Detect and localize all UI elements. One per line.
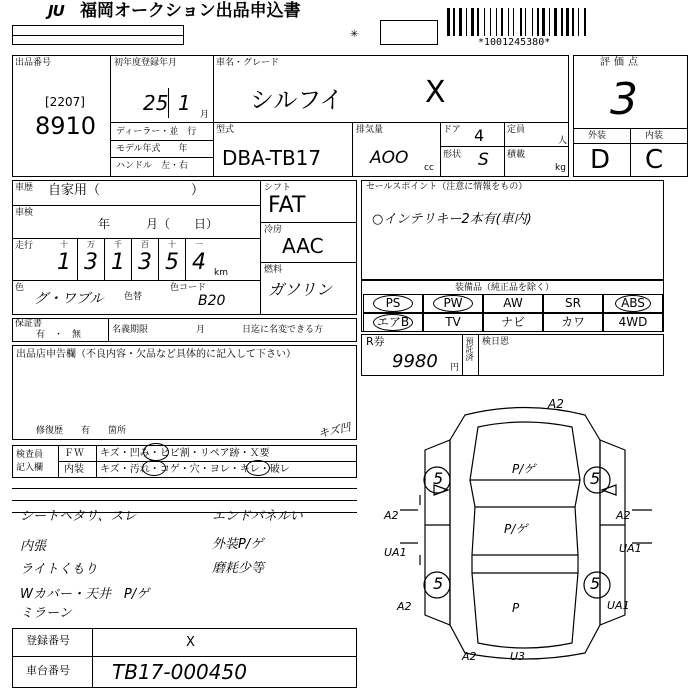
barcode-bar xyxy=(501,8,503,36)
lot-number: 8910 xyxy=(35,112,97,140)
doors-label: ドア xyxy=(443,125,461,135)
load-unit: kg xyxy=(555,163,566,173)
diagram-label: 5 xyxy=(590,574,601,593)
capacity-label: 定員 xyxy=(507,125,526,135)
diagram-label: 5 xyxy=(433,574,444,593)
registration-value: X xyxy=(186,635,195,650)
note-right-line: エンドパネルい xyxy=(212,509,303,524)
circle-mark xyxy=(246,460,270,476)
mileage-place-label: 十 xyxy=(168,240,176,249)
interior-items: キズ・汚れ・コゲ・穴・ヨレ・キレ・破レ xyxy=(100,464,290,475)
barcode-bar xyxy=(508,8,509,36)
recycle-note: 預託済 xyxy=(465,337,474,361)
barcode-bar xyxy=(496,8,497,36)
note-right-line: 外装P/ゲ xyxy=(212,537,264,552)
sales-point-label: セールスポイント（注意に情報をもの） xyxy=(366,182,528,192)
equipment-selected-circle xyxy=(373,314,413,331)
barcode-bar xyxy=(561,8,563,36)
right-mirror xyxy=(602,485,616,495)
equipment-item-pw: PW xyxy=(443,296,463,310)
name-deadline-month: 月 xyxy=(196,325,206,335)
equipment-item-sr: SR xyxy=(565,296,581,310)
mileage-place-label: 千 xyxy=(114,240,122,249)
ac-label: 冷房 xyxy=(264,225,283,235)
header-right-box xyxy=(380,20,438,45)
fuel-value: ガソリン xyxy=(268,280,333,299)
color-label: 色 xyxy=(15,283,25,293)
mileage-place-label: 十 xyxy=(60,240,68,249)
diagram-label: A2 xyxy=(397,600,412,613)
mileage-divider xyxy=(158,238,159,280)
car-name-value: シルフイ xyxy=(250,86,344,114)
barcode-bar xyxy=(572,8,574,36)
mileage-divider xyxy=(77,238,78,280)
barcode-bar xyxy=(549,8,550,36)
inspection-label: 車検 xyxy=(15,208,34,218)
mileage-divider xyxy=(104,238,105,280)
shift-label: シフト xyxy=(264,183,292,193)
recycle-label: R券 xyxy=(366,335,385,348)
score-label: 評価点 xyxy=(600,57,642,68)
diagram-label: UA1 xyxy=(384,546,407,559)
shape-label: 形状 xyxy=(443,150,462,160)
inspection-value: 年 月（ 日） xyxy=(98,217,219,231)
displacement-value: AOO xyxy=(370,148,409,168)
margin-note: キズ凹 xyxy=(317,420,352,441)
model-label: 型式 xyxy=(216,125,235,135)
first-reg-year: 25 xyxy=(143,91,169,115)
note-left-line: ミラーン xyxy=(20,606,72,621)
name-deadline-label: 名義期限 xyxy=(112,325,149,335)
color-code-value: B20 xyxy=(198,293,226,309)
barcode-number: *1001245380* xyxy=(478,37,551,48)
barcode xyxy=(447,8,597,36)
note-left-line: Wカバー・天井 P/ゲ xyxy=(20,587,150,602)
form-title: 福岡オークション出品申込書 xyxy=(80,1,301,21)
shift-value: FAT xyxy=(268,193,306,218)
mileage-divider xyxy=(185,238,186,280)
diagram-label: 5 xyxy=(590,469,601,488)
circle-mark xyxy=(142,460,166,476)
diagram-label: P/ゲ xyxy=(504,522,528,536)
diagram-label: 5 xyxy=(433,469,444,488)
sales-point-text: ○インテリキー2本有(車内) xyxy=(372,212,532,227)
mileage-unit: km xyxy=(214,268,228,278)
diagram-label: P xyxy=(512,601,520,615)
color-change-label: 色替 xyxy=(124,292,143,302)
equipment-item-aw: AW xyxy=(503,296,523,310)
recycle-value: 9980 xyxy=(392,351,438,372)
barcode-bar xyxy=(484,8,485,36)
mileage-place-label: 百 xyxy=(141,240,149,249)
barcode-bar xyxy=(477,8,479,36)
diagram-label: UA1 xyxy=(619,542,642,555)
ac-value: AAC xyxy=(282,234,324,258)
exterior-label: 外装 xyxy=(588,131,607,141)
barcode-bar xyxy=(513,8,514,36)
mileage-place-label: 万 xyxy=(87,240,95,249)
barcode-bar xyxy=(542,8,545,36)
mileage-digit: 1 xyxy=(111,250,125,275)
barcode-bar xyxy=(447,8,450,36)
report-label: 出品店申告欄（不良内容・欠品など具体的に記入して下さい） xyxy=(16,349,296,360)
barcode-bar xyxy=(525,8,526,36)
doors-value: 4 xyxy=(474,126,485,145)
corner-mark: ✳ xyxy=(350,29,359,40)
interior-label: 内装 xyxy=(645,131,664,141)
sales-point-box xyxy=(361,180,664,280)
barcode-bar xyxy=(490,8,491,36)
circle-mark xyxy=(143,443,169,461)
handle-row: ハンドル 左・右 xyxy=(116,161,189,171)
equipment-selected-circle xyxy=(615,295,651,312)
color-code-label: 色コード xyxy=(170,283,207,293)
equipment-item-カワ: カワ xyxy=(560,315,585,329)
left-side-panel xyxy=(425,440,450,625)
history-value: 自家用（ ） xyxy=(48,183,205,198)
car-diagram xyxy=(360,395,695,670)
barcode-bar xyxy=(584,8,586,36)
chassis-label: 車台番号 xyxy=(26,664,70,677)
note-left-line: 内張 xyxy=(20,539,47,554)
diagram-label: P/ゲ xyxy=(512,462,536,476)
history-label: 車歴 xyxy=(15,183,34,193)
chassis-value: TB17-000450 xyxy=(112,660,247,684)
fw-items: キズ・凹み・ヒビ割・リペア跡・Ｘ要 xyxy=(100,448,270,459)
mileage-place-label: 一 xyxy=(195,240,203,249)
equipment-item-abs: ABS xyxy=(621,296,645,310)
note-left-line: シートヘタリ、スレ xyxy=(20,509,137,524)
mileage-digit: 4 xyxy=(192,250,206,275)
first-reg-month: 1 xyxy=(178,91,191,115)
color-value: グ・ワブル xyxy=(34,291,104,307)
barcode-bar xyxy=(578,8,579,36)
displacement-label: 排気量 xyxy=(356,125,384,135)
inspector-label-2: 記入欄 xyxy=(16,463,44,473)
mileage-digit: 3 xyxy=(84,250,98,275)
barcode-bar xyxy=(532,8,533,36)
diagram-label: UA1 xyxy=(607,599,630,612)
barcode-bar xyxy=(537,8,539,36)
mileage-digit: 5 xyxy=(165,250,179,275)
barcode-bar xyxy=(466,8,467,36)
first-reg-label: 初年度登録年月 xyxy=(114,58,178,68)
diagram-label: A2 xyxy=(616,509,631,522)
name-deadline-note: 日迄に名変できる方 xyxy=(242,325,324,335)
model-year-row: モデル年式 年 xyxy=(116,144,188,154)
diagram-label: A2 xyxy=(384,509,399,522)
equipment-selected-circle xyxy=(433,295,473,312)
lot-label: 出品番号 xyxy=(15,58,52,68)
capacity-unit: 人 xyxy=(558,136,568,146)
equipment-label: 装備品（純正品を除く） xyxy=(455,283,555,293)
barcode-bar xyxy=(566,8,569,36)
ju-logo: JU xyxy=(48,2,64,20)
mileage-digit: 1 xyxy=(57,250,71,275)
warranty-label: 保証書 xyxy=(15,319,43,329)
equipment-item-4wd: 4WD xyxy=(618,315,648,329)
note-left-line: ライトくもり xyxy=(20,562,98,577)
displacement-unit: cc xyxy=(424,163,434,173)
exterior-grade: D xyxy=(590,145,611,175)
equipment-item-エアb: エアB xyxy=(376,315,410,329)
barcode-bar xyxy=(453,8,455,36)
car-name-label: 車名・グレード xyxy=(216,58,280,68)
recycle-unit: 円 xyxy=(450,363,460,373)
mileage-digit: 3 xyxy=(138,250,152,275)
equipment-item-ナビ: ナビ xyxy=(500,315,525,329)
mileage-digits xyxy=(50,238,230,280)
photo-label: 検日恩 xyxy=(482,337,510,347)
repair-history: 修復歴 有 箇所 xyxy=(36,426,127,436)
score-value: 3 xyxy=(610,74,638,125)
mileage-divider xyxy=(131,238,132,280)
car-grade-value: X xyxy=(425,75,446,110)
load-label: 積載 xyxy=(507,150,526,160)
equipment-selected-circle xyxy=(373,295,413,312)
diagram-label: A2 xyxy=(548,397,564,411)
barcode-bar xyxy=(520,8,522,36)
barcode-bar xyxy=(459,8,462,36)
barcode-bar xyxy=(471,8,474,36)
equipment-item-ps: PS xyxy=(385,296,401,310)
mileage-label: 走行 xyxy=(15,241,34,251)
lot-subnumber: [2207] xyxy=(45,95,85,109)
car-trunk xyxy=(472,573,578,648)
fw-label: ＦＷ xyxy=(64,448,84,459)
first-reg-month-unit: 月 xyxy=(200,110,210,120)
dealer-row: ディーラー・並 行 xyxy=(116,127,197,137)
shape-value: S xyxy=(478,150,489,170)
interior-inspect-label: 内装 xyxy=(64,464,84,475)
barcode-bar xyxy=(554,8,557,36)
warranty-options: 有 ・ 無 xyxy=(36,330,82,340)
note-right-line: 磨耗少等 xyxy=(212,561,265,576)
registration-label: 登録番号 xyxy=(26,634,70,647)
right-side-panel xyxy=(600,440,625,625)
inspector-label: 検査員 xyxy=(16,450,44,460)
interior-grade: C xyxy=(645,145,664,175)
diagram-label: A2 xyxy=(462,650,477,663)
equipment-grid xyxy=(363,294,663,332)
model-value: DBA-TB17 xyxy=(222,146,322,170)
fuel-label: 燃料 xyxy=(264,265,283,275)
equipment-item-tv: TV xyxy=(445,315,461,329)
diagram-label: U3 xyxy=(510,650,526,663)
